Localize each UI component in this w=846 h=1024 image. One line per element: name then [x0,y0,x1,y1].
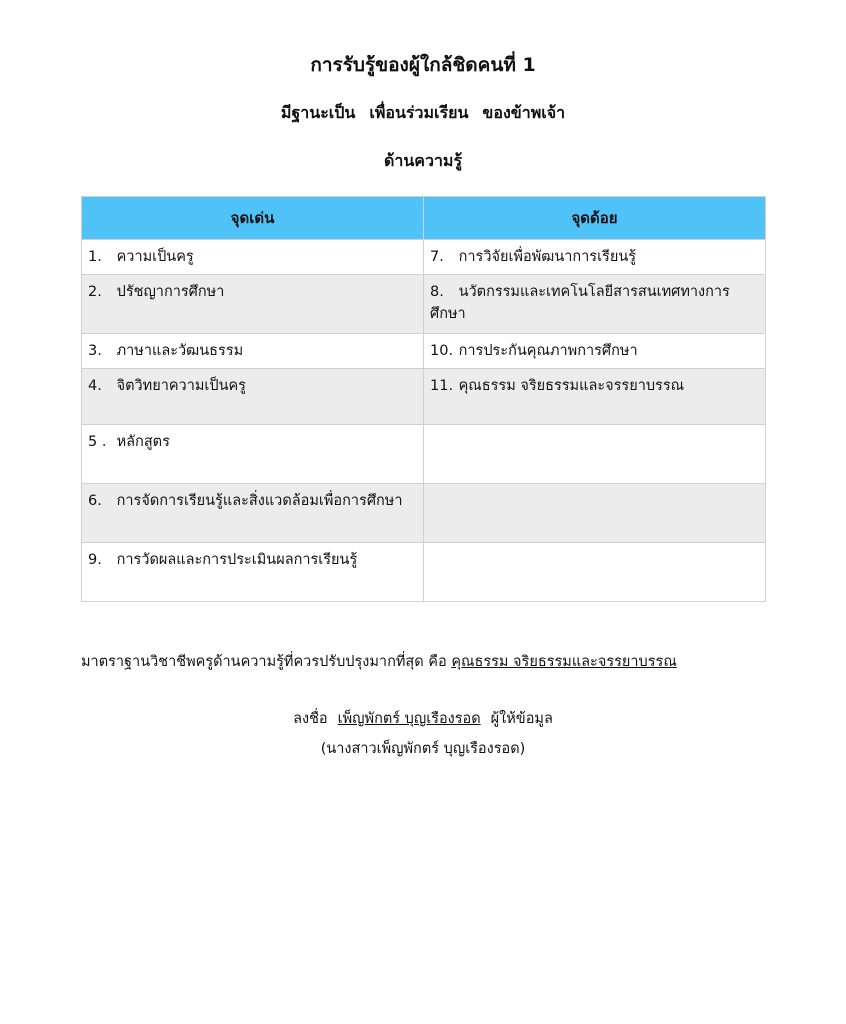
weakness-cell [424,334,766,369]
strength-cell [82,369,424,425]
table-header-row [82,197,766,240]
section-title: ด้านความรู้ [383,151,463,170]
strength-number: 2. [88,284,102,300]
relationship-suffix: ของข้าพเจ้า [482,103,566,122]
relationship-prefix: มีฐานะเป็น [280,103,356,122]
strength-cell [82,425,424,484]
strength-text: ภาษาและวัฒนธรรม [116,343,244,359]
strengths-column-header: จุดเด่น [82,197,424,240]
strength-text: หลักสูตร [116,434,170,450]
relationship-role: เพื่อนร่วมเรียน [369,103,469,122]
page-title: การรับรู้ของผู้ใกล้ชิดคนที่ 1 [310,54,536,76]
weaknesses-column-header: จุดด้อย [424,197,766,240]
table-row [82,275,766,334]
signature-label: ลงชื่อ [293,711,328,727]
weakness-cell [424,275,766,334]
table-row [82,334,766,369]
strength-number: 9. [88,552,102,568]
weakness-cell [424,543,766,602]
weakness-text: การวิจัยเพื่อพัฒนาการเรียนรู้ [458,249,637,265]
table-row [82,425,766,484]
strength-text: การจัดการเรียนรู้และสิ่งแวดล้อมเพื่อการศึกษา [116,493,403,509]
weakness-cell [424,369,766,425]
signature-signed-name: เพ็ญพักตร์ บุญเรืองรอด [337,711,481,727]
weakness-number: 7. [430,249,444,265]
signature-role: ผู้ให้ข้อมูล [490,711,553,727]
relationship-line [0,101,846,126]
table-row [82,240,766,275]
strength-number: 6. [88,493,102,509]
signature-full-name: (นางสาวเพ็ญพักตร์ บุญเรืองรอด) [320,741,526,757]
strength-cell [82,543,424,602]
weakness-number: 10. [430,343,454,359]
strength-number: 4. [88,378,102,394]
strength-cell [82,240,424,275]
weakness-text: คุณธรรม จริยธรรมและจรรยาบรรณ [458,378,685,394]
strength-text: ความเป็นครู [116,249,194,265]
conclusion-line [81,650,781,673]
conclusion-prefix: มาตราฐานวิชาชีพครูด้านความรู้ที่ควรปรับปรุงมากที่สุด คือ [81,654,447,670]
weakness-number: 11. [430,378,454,394]
table-row [82,369,766,425]
strength-number: 3. [88,343,102,359]
table-row [82,484,766,543]
weakness-cell [424,425,766,484]
weakness-text: การประกันคุณภาพการศึกษา [458,343,638,359]
weakness-text: นวัตกรรมและเทคโนโลยีสารสนเทศทางการศึกษา [430,284,730,322]
strength-text: ปรัชญาการศึกษา [116,284,225,300]
strength-number: 5 . [88,434,107,450]
weakness-cell [424,240,766,275]
strength-cell [82,334,424,369]
conclusion-answer: คุณธรรม จริยธรรมและจรรยาบรรณ [451,654,677,670]
weakness-number: 8. [430,284,444,300]
strength-number: 1. [88,249,102,265]
weakness-cell [424,484,766,543]
strength-cell [82,484,424,543]
strength-text: การวัดผลและการประเมินผลการเรียนรู้ [116,552,358,568]
strengths-weaknesses-table [81,196,766,602]
strength-text: จิตวิทยาความเป็นครู [116,378,246,394]
strength-cell [82,275,424,334]
signature-line [0,707,846,730]
table-row [82,543,766,602]
